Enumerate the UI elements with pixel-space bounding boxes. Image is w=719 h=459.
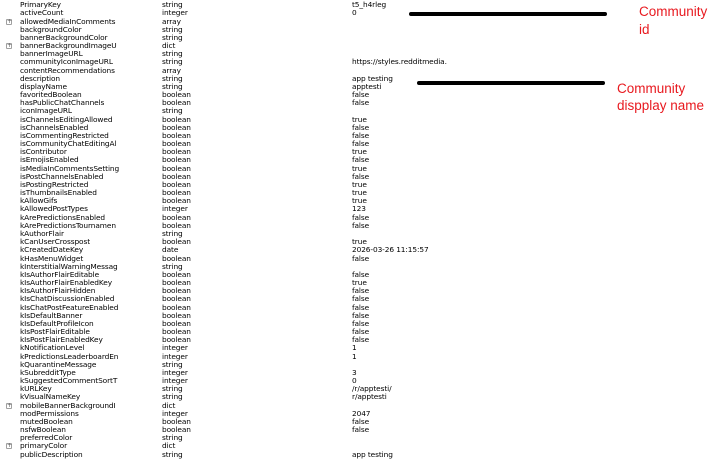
table-row[interactable]: [0, 42, 719, 50]
key-cell: kSuggestedCommentSortT: [20, 377, 118, 386]
key-cell: nsfwBoolean: [20, 426, 66, 435]
value-cell: false: [352, 156, 370, 165]
key-cell: isChannelsEditingAllowed: [20, 115, 113, 124]
key-cell: kIsAuthorFlairEditable: [20, 270, 100, 279]
type-cell: boolean: [162, 319, 191, 328]
type-cell: boolean: [162, 180, 191, 189]
value-cell: false: [352, 131, 370, 140]
type-cell: boolean: [162, 189, 191, 198]
key-cell: favoritedBoolean: [20, 91, 82, 100]
value-cell: false: [352, 336, 370, 345]
table-row[interactable]: [0, 189, 719, 197]
type-cell: string: [162, 450, 183, 459]
table-row[interactable]: [0, 344, 719, 352]
value-cell: true: [352, 148, 367, 157]
value-cell: true: [352, 238, 367, 247]
key-cell: isCommunityChatEditingAl: [20, 140, 117, 149]
type-cell: boolean: [162, 311, 191, 320]
table-row[interactable]: [0, 320, 719, 328]
value-cell: false: [352, 140, 370, 149]
table-row[interactable]: [0, 9, 719, 17]
value-cell: true: [352, 115, 367, 124]
type-cell: boolean: [162, 417, 191, 426]
key-cell: bannerBackgroundColor: [20, 33, 108, 42]
type-cell: string: [162, 33, 183, 42]
table-row[interactable]: [0, 222, 719, 230]
type-cell: dict: [162, 401, 176, 410]
key-cell: kHasMenuWidget: [20, 254, 84, 263]
table-row[interactable]: [0, 116, 719, 124]
value-cell: https://styles.redditmedia.: [352, 58, 447, 67]
key-cell: kQuarantineMessage: [20, 360, 97, 369]
table-row[interactable]: [0, 369, 719, 377]
table-row[interactable]: [0, 165, 719, 173]
table-row[interactable]: [0, 287, 719, 295]
table-row[interactable]: [0, 328, 719, 336]
type-cell: string: [162, 25, 183, 34]
key-cell: kCreatedDateKey: [20, 246, 84, 255]
type-cell: boolean: [162, 148, 191, 157]
table-row[interactable]: [0, 173, 719, 181]
table-row[interactable]: [0, 336, 719, 344]
table-row[interactable]: [0, 238, 719, 246]
table-row[interactable]: [0, 361, 719, 369]
key-cell: mobileBannerBackgroundI: [20, 401, 116, 410]
value-cell: app testing: [352, 450, 393, 459]
value-cell: false: [352, 254, 370, 263]
table-row[interactable]: [0, 18, 719, 26]
key-cell: kIsAuthorFlairHidden: [20, 287, 96, 296]
key-cell: communityIconImageURL: [20, 58, 113, 67]
value-cell: false: [352, 426, 370, 435]
key-cell: bannerImageURL: [20, 50, 83, 59]
key-cell: isEmojisEnabled: [20, 156, 79, 165]
value-cell: false: [352, 295, 370, 304]
type-cell: boolean: [162, 221, 191, 230]
table-row[interactable]: [0, 393, 719, 401]
table-row[interactable]: [0, 75, 719, 83]
key-cell: contentRecommendations: [20, 66, 115, 75]
table-row[interactable]: [0, 124, 719, 132]
value-cell: false: [352, 287, 370, 296]
table-row[interactable]: [0, 353, 719, 361]
type-cell: boolean: [162, 426, 191, 435]
redaction-bar-community-id: [409, 12, 607, 16]
key-cell: isContributor: [20, 148, 67, 157]
value-cell: r/apptesti: [352, 393, 387, 402]
key-cell: isMediaInCommentsSetting: [20, 164, 120, 173]
key-cell: kPredictionsLeaderboardEn: [20, 352, 119, 361]
value-cell: 123: [352, 205, 366, 214]
key-cell: hasPublicChatChannels: [20, 99, 105, 108]
type-cell: integer: [162, 409, 188, 418]
type-cell: string: [162, 1, 183, 10]
table-row[interactable]: [0, 34, 719, 42]
table-row[interactable]: [0, 67, 719, 75]
table-row[interactable]: [0, 148, 719, 156]
redaction-bar-display-name: [417, 81, 605, 85]
table-row[interactable]: [0, 83, 719, 91]
type-cell: boolean: [162, 336, 191, 345]
table-row[interactable]: [0, 26, 719, 34]
type-cell: boolean: [162, 287, 191, 296]
table-row[interactable]: [0, 385, 719, 393]
key-cell: kIsAuthorFlairEnabledKey: [20, 279, 112, 288]
key-cell: isThumbnailsEnabled: [20, 189, 97, 198]
type-cell: integer: [162, 344, 188, 353]
type-cell: string: [162, 385, 183, 394]
table-row[interactable]: [0, 91, 719, 99]
type-cell: integer: [162, 205, 188, 214]
table-row[interactable]: [0, 230, 719, 238]
table-row[interactable]: [0, 279, 719, 287]
value-cell: true: [352, 197, 367, 206]
key-cell: kArePredictionsTournamen: [20, 221, 116, 230]
table-row[interactable]: [0, 271, 719, 279]
type-cell: boolean: [162, 270, 191, 279]
value-cell: app testing: [352, 74, 393, 83]
key-cell: kAllowGifs: [20, 197, 58, 206]
value-cell: apptesti: [352, 82, 382, 91]
type-cell: boolean: [162, 123, 191, 132]
type-cell: string: [162, 50, 183, 59]
value-cell: 2047: [352, 409, 371, 418]
type-cell: string: [162, 107, 183, 116]
type-cell: boolean: [162, 197, 191, 206]
value-cell: /r/apptesti/: [352, 385, 392, 394]
table-row[interactable]: [0, 156, 719, 164]
type-cell: integer: [162, 377, 188, 386]
key-cell: kArePredictionsEnabled: [20, 213, 105, 222]
key-cell: kSubredditType: [20, 368, 76, 377]
type-cell: boolean: [162, 91, 191, 100]
key-cell: publicDescription: [20, 450, 83, 459]
key-cell: activeCount: [20, 9, 64, 18]
value-cell: true: [352, 189, 367, 198]
table-row[interactable]: [0, 214, 719, 222]
key-cell: kIsDefaultBanner: [20, 311, 83, 320]
type-cell: boolean: [162, 164, 191, 173]
table-row[interactable]: [0, 295, 719, 303]
value-cell: false: [352, 91, 370, 100]
type-cell: string: [162, 393, 183, 402]
type-cell: array: [162, 17, 181, 26]
type-cell: boolean: [162, 115, 191, 124]
type-cell: string: [162, 360, 183, 369]
table-row[interactable]: [0, 442, 719, 450]
type-cell: integer: [162, 368, 188, 377]
key-cell: allowedMediaInComments: [20, 17, 116, 26]
type-cell: string: [162, 262, 183, 271]
value-cell: false: [352, 303, 370, 312]
value-cell: 0: [352, 377, 357, 386]
type-cell: dict: [162, 42, 176, 51]
table-row[interactable]: [0, 434, 719, 442]
key-cell: kIsPostFlairEnabledKey: [20, 336, 103, 345]
table-row[interactable]: [0, 205, 719, 213]
type-cell: integer: [162, 352, 188, 361]
table-row[interactable]: [0, 181, 719, 189]
table-row[interactable]: [0, 197, 719, 205]
type-cell: array: [162, 66, 181, 75]
value-cell: false: [352, 311, 370, 320]
key-cell: kVisualNameKey: [20, 393, 81, 402]
key-cell: PrimaryKey: [20, 1, 61, 10]
key-cell: kCanUserCrosspost: [20, 238, 91, 247]
table-row[interactable]: [0, 304, 719, 312]
type-cell: boolean: [162, 238, 191, 247]
type-cell: string: [162, 82, 183, 91]
type-cell: boolean: [162, 213, 191, 222]
type-cell: dict: [162, 442, 176, 451]
value-cell: 2026-03-26 11:15:57: [352, 246, 429, 255]
type-cell: boolean: [162, 140, 191, 149]
value-cell: false: [352, 270, 370, 279]
key-cell: kURLKey: [20, 385, 52, 394]
annotation-community-display-name-line1: Community: [617, 81, 686, 96]
key-cell: bannerBackgroundImageU: [20, 42, 117, 51]
value-cell: false: [352, 417, 370, 426]
type-cell: boolean: [162, 328, 191, 337]
key-cell: preferredColor: [20, 434, 73, 443]
value-cell: 1: [352, 352, 357, 361]
expand-plus-icon[interactable]: +: [7, 42, 12, 50]
type-cell: boolean: [162, 156, 191, 165]
type-cell: boolean: [162, 254, 191, 263]
table-row[interactable]: [0, 107, 719, 115]
type-cell: date: [162, 246, 179, 255]
table-row[interactable]: [0, 58, 719, 66]
key-cell: kAllowedPostTypes: [20, 205, 88, 214]
table-row[interactable]: [0, 140, 719, 148]
value-cell: true: [352, 279, 367, 288]
key-cell: kNotificationLevel: [20, 344, 85, 353]
expand-plus-icon[interactable]: +: [7, 442, 12, 450]
key-cell: modPermissions: [20, 409, 79, 418]
type-cell: boolean: [162, 303, 191, 312]
type-cell: string: [162, 74, 183, 83]
expand-plus-icon[interactable]: +: [7, 17, 12, 25]
annotation-community-id: Community id: [639, 4, 708, 37]
key-cell: kIsDefaultProfileIcon: [20, 319, 94, 328]
key-cell: isPostingRestricted: [20, 180, 89, 189]
type-cell: boolean: [162, 172, 191, 181]
value-cell: 1: [352, 344, 357, 353]
table-row[interactable]: [0, 246, 719, 254]
value-cell: false: [352, 99, 370, 108]
expand-plus-icon[interactable]: +: [7, 401, 12, 409]
value-cell: false: [352, 221, 370, 230]
value-cell: false: [352, 123, 370, 132]
key-cell: primaryColor: [20, 442, 68, 451]
table-row[interactable]: [0, 377, 719, 385]
key-cell: kIsPostFlairEditable: [20, 328, 90, 337]
key-cell: isCommentingRestricted: [20, 131, 109, 140]
key-cell: displayName: [20, 82, 67, 91]
value-cell: true: [352, 180, 367, 189]
value-cell: t5_h4rleg: [352, 1, 387, 10]
key-cell: kIsChatPostFeatureEnabled: [20, 303, 119, 312]
key-cell: mutedBoolean: [20, 417, 73, 426]
type-cell: boolean: [162, 279, 191, 288]
table-row[interactable]: [0, 312, 719, 320]
table-row[interactable]: [0, 255, 719, 263]
type-cell: boolean: [162, 131, 191, 140]
type-cell: string: [162, 434, 183, 443]
key-cell: description: [20, 74, 60, 83]
table-row[interactable]: [0, 132, 719, 140]
annotation-community-display-name-line2: dispplay name: [617, 98, 705, 113]
type-cell: boolean: [162, 99, 191, 108]
value-cell: false: [352, 328, 370, 337]
table-row[interactable]: [0, 426, 719, 434]
key-cell: iconImageURL: [20, 107, 72, 116]
type-cell: string: [162, 229, 183, 238]
table-row[interactable]: [0, 50, 719, 58]
table-row[interactable]: [0, 1, 719, 9]
key-cell: kInterstitialWarningMessag: [20, 262, 118, 271]
table-row[interactable]: [0, 402, 719, 410]
value-cell: 0: [352, 9, 357, 18]
key-cell: kIsChatDiscussionEnabled: [20, 295, 115, 304]
key-cell: isPostChannelsEnabled: [20, 172, 104, 181]
key-cell: backgroundColor: [20, 25, 82, 34]
table-row[interactable]: [0, 99, 719, 107]
type-cell: string: [162, 58, 183, 67]
value-cell: false: [352, 213, 370, 222]
table-row[interactable]: [0, 418, 719, 426]
table-row[interactable]: [0, 410, 719, 418]
value-cell: false: [352, 172, 370, 181]
value-cell: false: [352, 319, 370, 328]
type-cell: integer: [162, 9, 188, 18]
key-cell: isChannelsEnabled: [20, 123, 89, 132]
key-cell: kAuthorFlair: [20, 229, 64, 238]
type-cell: boolean: [162, 295, 191, 304]
table-row[interactable]: [0, 263, 719, 271]
value-cell: true: [352, 164, 367, 173]
value-cell: 3: [352, 368, 357, 377]
